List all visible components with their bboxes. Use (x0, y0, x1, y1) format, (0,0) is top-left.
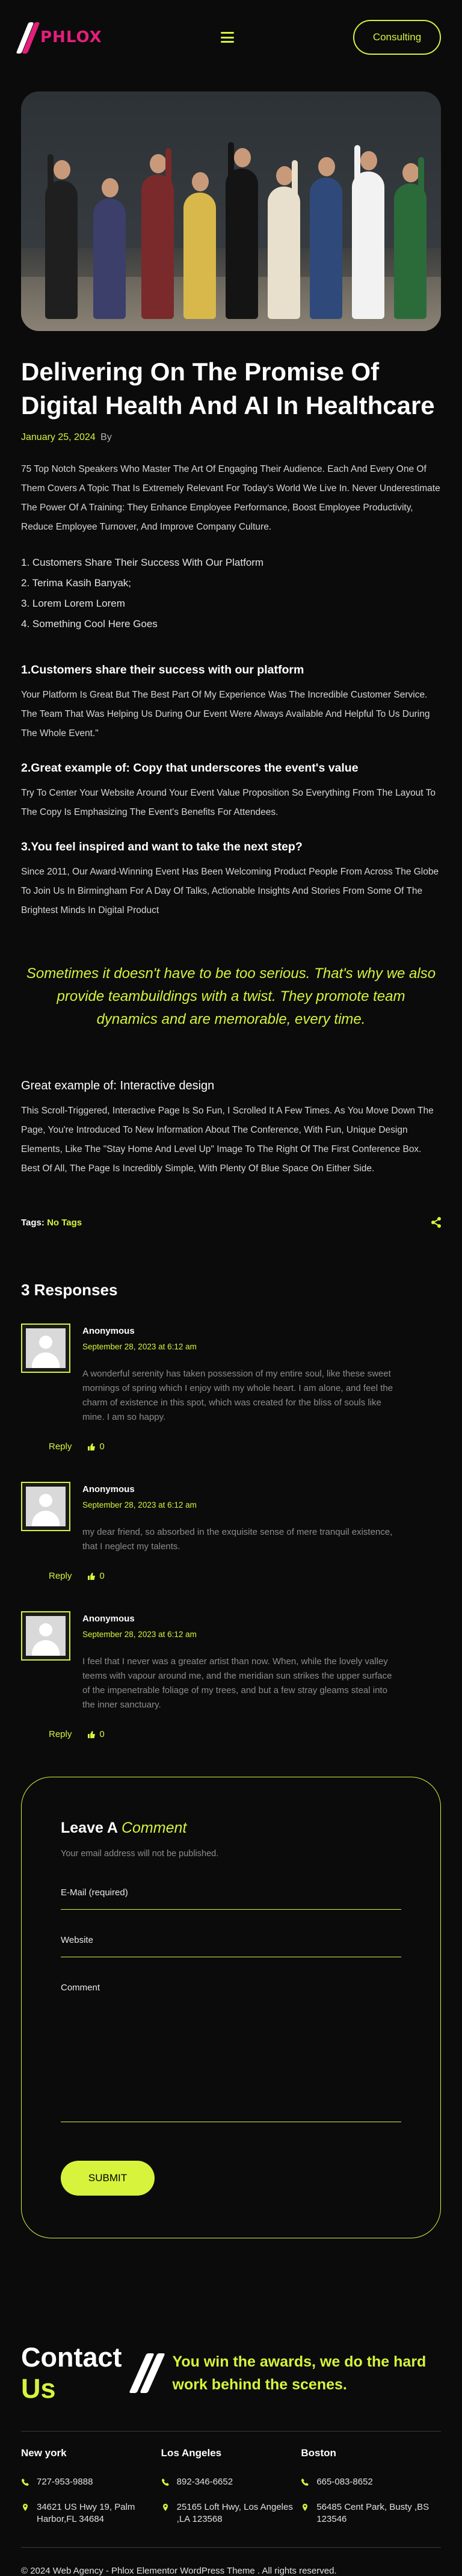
thumbs-up-icon (87, 1443, 96, 1451)
article (0, 355, 462, 1228)
office-phone[interactable]: 892-346-6652 (176, 2477, 233, 2487)
reply-link[interactable]: Reply (49, 1571, 72, 1581)
comment-author: Anonymous (82, 1326, 135, 1336)
office-city: Los Angeles (161, 2447, 222, 2459)
comment-textarea[interactable] (61, 1983, 401, 2122)
office-new-york (21, 2447, 161, 2525)
like-count: 0 (99, 1729, 105, 1739)
comment-date[interactable]: September 28, 2023 at 6:12 am (82, 1630, 197, 1639)
list-item: 1. Customers Share Their Success With Our Platform (21, 557, 264, 568)
office-los-angeles (161, 2447, 301, 2525)
reply-link[interactable]: Reply (49, 1729, 72, 1739)
phone-icon (21, 2478, 29, 2486)
like-count: 0 (99, 1571, 105, 1581)
tags-label: Tags: (21, 1217, 45, 1228)
contact-title (21, 2342, 122, 2404)
section-heading: 2.Great example of: Copy that underscores the event's value (21, 761, 359, 775)
section-text: Try To Center Your Website Around Your Event Value Proposition So Everything From The Layout To The Copy Is Emphasizing The Event's Benefits For Attendees. (21, 788, 436, 817)
article-list (21, 553, 441, 634)
website-label: Website (61, 1935, 93, 1945)
office-phone[interactable]: 665-083-8652 (316, 2477, 373, 2487)
like-button[interactable] (87, 1729, 104, 1739)
section-text: This Scroll-Triggered, Interactive Page Is So Fun, I Scrolled It A Few Times. As You Move Down The Page, You're Introduced To New Information About The Conference, With Fun, Unique Design Elements, Like The "Stay Home And Level Up" Image To The Right Of The First Conference Box. Best Of All, The Page Is Incredibly Simple, With Plenty Of Blue Space On Either Side. (21, 1106, 434, 1174)
article-intro: 75 Top Notch Speakers Who Master The Art Of Engaging Their Audience. Each And Every One Of Them Covers A Topic That Is Extremely Relevant For Today's World We Live In. Never Underestimate The Power Of A Training: They Enhance Employee Performance, Boost Employee Productivity, Reduce Employee Turnover, And Improve Company Culture. (21, 464, 440, 532)
phone-icon (301, 2478, 309, 2486)
tags-bar (21, 1217, 441, 1228)
office-city: Boston (301, 2447, 336, 2459)
copyright: © 2024 Web Agency - Phlox Elementor WordPress Theme . All rights reserved. (21, 2566, 337, 2576)
avatar (21, 1324, 70, 1373)
article-title: Delivering On The Promise Of Digital Health And AI In Healthcare (21, 358, 435, 420)
section-heading: Great example of: Interactive design (21, 1079, 215, 1092)
divider (21, 2431, 441, 2432)
divider (21, 2547, 441, 2548)
office-address: 25165 Loft Hwy, Los Angeles ,LA 123568 (176, 2502, 293, 2524)
contact-heading-row (0, 2342, 462, 2404)
office-address: 56485 Cent Park, Busty ,BS 123546 (316, 2502, 430, 2524)
list-item: 3. Lorem Lorem Lorem (21, 598, 125, 609)
tags-value: No Tags (47, 1217, 82, 1228)
section-heading: 1.Customers share their success with our platform (21, 663, 304, 677)
hero-image (21, 91, 441, 331)
office-boston (301, 2447, 441, 2525)
comment-text: I feel that I never was a greater artist than now. When, while the lovely valley teems with vapour around me, and the meridian sun strikes the upper surface of the impenetrable foliage of my trees, and but a few stray gleams steal into the inner sanctuary. (82, 1656, 392, 1710)
comment-item (0, 1611, 462, 1739)
email-field[interactable] (61, 1887, 401, 1910)
pull-quote: Sometimes it doesn't have to be too serious. That's why we also provide teambuildings with a twist. They promote team dynamics and are memorable, every time. (26, 965, 436, 1027)
comment-label: Comment (61, 1983, 100, 1993)
contact-title-main: Contact (21, 2342, 122, 2373)
office-address: 34621 US Hwy 19, Palm Harbor,FL 34684 (37, 2502, 135, 2524)
article-meta (21, 432, 441, 443)
comment-date[interactable]: September 28, 2023 at 6:12 am (82, 1500, 197, 1509)
slash-mark-icon (134, 2355, 161, 2392)
list-item: 4. Something Cool Here Goes (21, 618, 158, 630)
consulting-button[interactable]: Consulting (353, 20, 441, 55)
avatar (21, 1482, 70, 1531)
comment-text: my dear friend, so absorbed in the exquisite sense of mere tranquil existence, that I neglect my talents. (82, 1527, 393, 1552)
logo-text: PHLOX (40, 28, 102, 46)
like-button[interactable] (87, 1571, 104, 1581)
logo[interactable] (21, 22, 102, 52)
form-title-accent: Comment (121, 1819, 187, 1836)
thumbs-up-icon (87, 1730, 96, 1739)
responses-heading: 3 Responses (21, 1281, 118, 1299)
article-by: By (100, 432, 112, 442)
avatar (21, 1611, 70, 1661)
location-icon (161, 2503, 170, 2512)
location-icon (301, 2503, 309, 2512)
hamburger-icon[interactable] (221, 32, 234, 43)
office-phone[interactable]: 727-953-9888 (37, 2477, 93, 2487)
comment-author: Anonymous (82, 1614, 135, 1624)
email-label: E-Mail (required) (61, 1887, 128, 1898)
form-title (61, 1819, 401, 1837)
reply-link[interactable]: Reply (49, 1441, 72, 1452)
share-icon[interactable] (431, 1217, 441, 1228)
comment-item (0, 1482, 462, 1581)
contact-tagline: You win the awards, we do the hard work behind the scenes. (172, 2353, 427, 2393)
comment-text: A wonderful serenity has taken possession of my entire soul, like these sweet mornings of spring which I enjoy with my whole heart. I am alone, and feel the charm of existence in this spot, which was created for the bliss of souls like mine. I am so happy. (82, 1369, 393, 1422)
site-header (0, 0, 462, 75)
like-count: 0 (99, 1441, 105, 1452)
comment-date[interactable]: September 28, 2023 at 6:12 am (82, 1342, 197, 1351)
section-text: Since 2011, Our Award-Winning Event Has Been Welcoming Product People From Across The Globe To Join Us In Birmingham For A Day Of Talks, Actionable Insights And Stories From Some Of The Brightest Minds In Digital Product (21, 867, 439, 915)
offices (0, 2447, 462, 2525)
logo-mark-icon (21, 22, 37, 52)
comment-list (0, 1324, 462, 1739)
section-text: Your Platform Is Great But The Best Part Of My Experience Was The Incredible Customer Service. The Team That Was Helping Us During Our Event Were Always Available And Helpful To Us During The Whole Event." (21, 690, 430, 738)
comment-item (0, 1324, 462, 1452)
thumbs-up-icon (87, 1572, 96, 1581)
like-button[interactable] (87, 1441, 104, 1452)
section-heading: 3.You feel inspired and want to take the next step? (21, 840, 303, 853)
phone-icon (161, 2478, 170, 2486)
comment-form (21, 1777, 441, 2238)
submit-button[interactable]: SUBMIT (61, 2161, 155, 2196)
form-note: Your email address will not be published. (61, 1849, 219, 1859)
office-city: New york (21, 2447, 67, 2459)
form-title-main: Leave A (61, 1819, 118, 1836)
site-footer (0, 2342, 462, 2576)
article-date[interactable]: January 25, 2024 (21, 432, 96, 442)
location-icon (21, 2503, 29, 2512)
list-item: 2. Terima Kasih Banyak; (21, 577, 131, 589)
contact-title-accent: Us (21, 2373, 56, 2404)
website-field[interactable] (61, 1935, 401, 1957)
comment-author: Anonymous (82, 1484, 135, 1494)
